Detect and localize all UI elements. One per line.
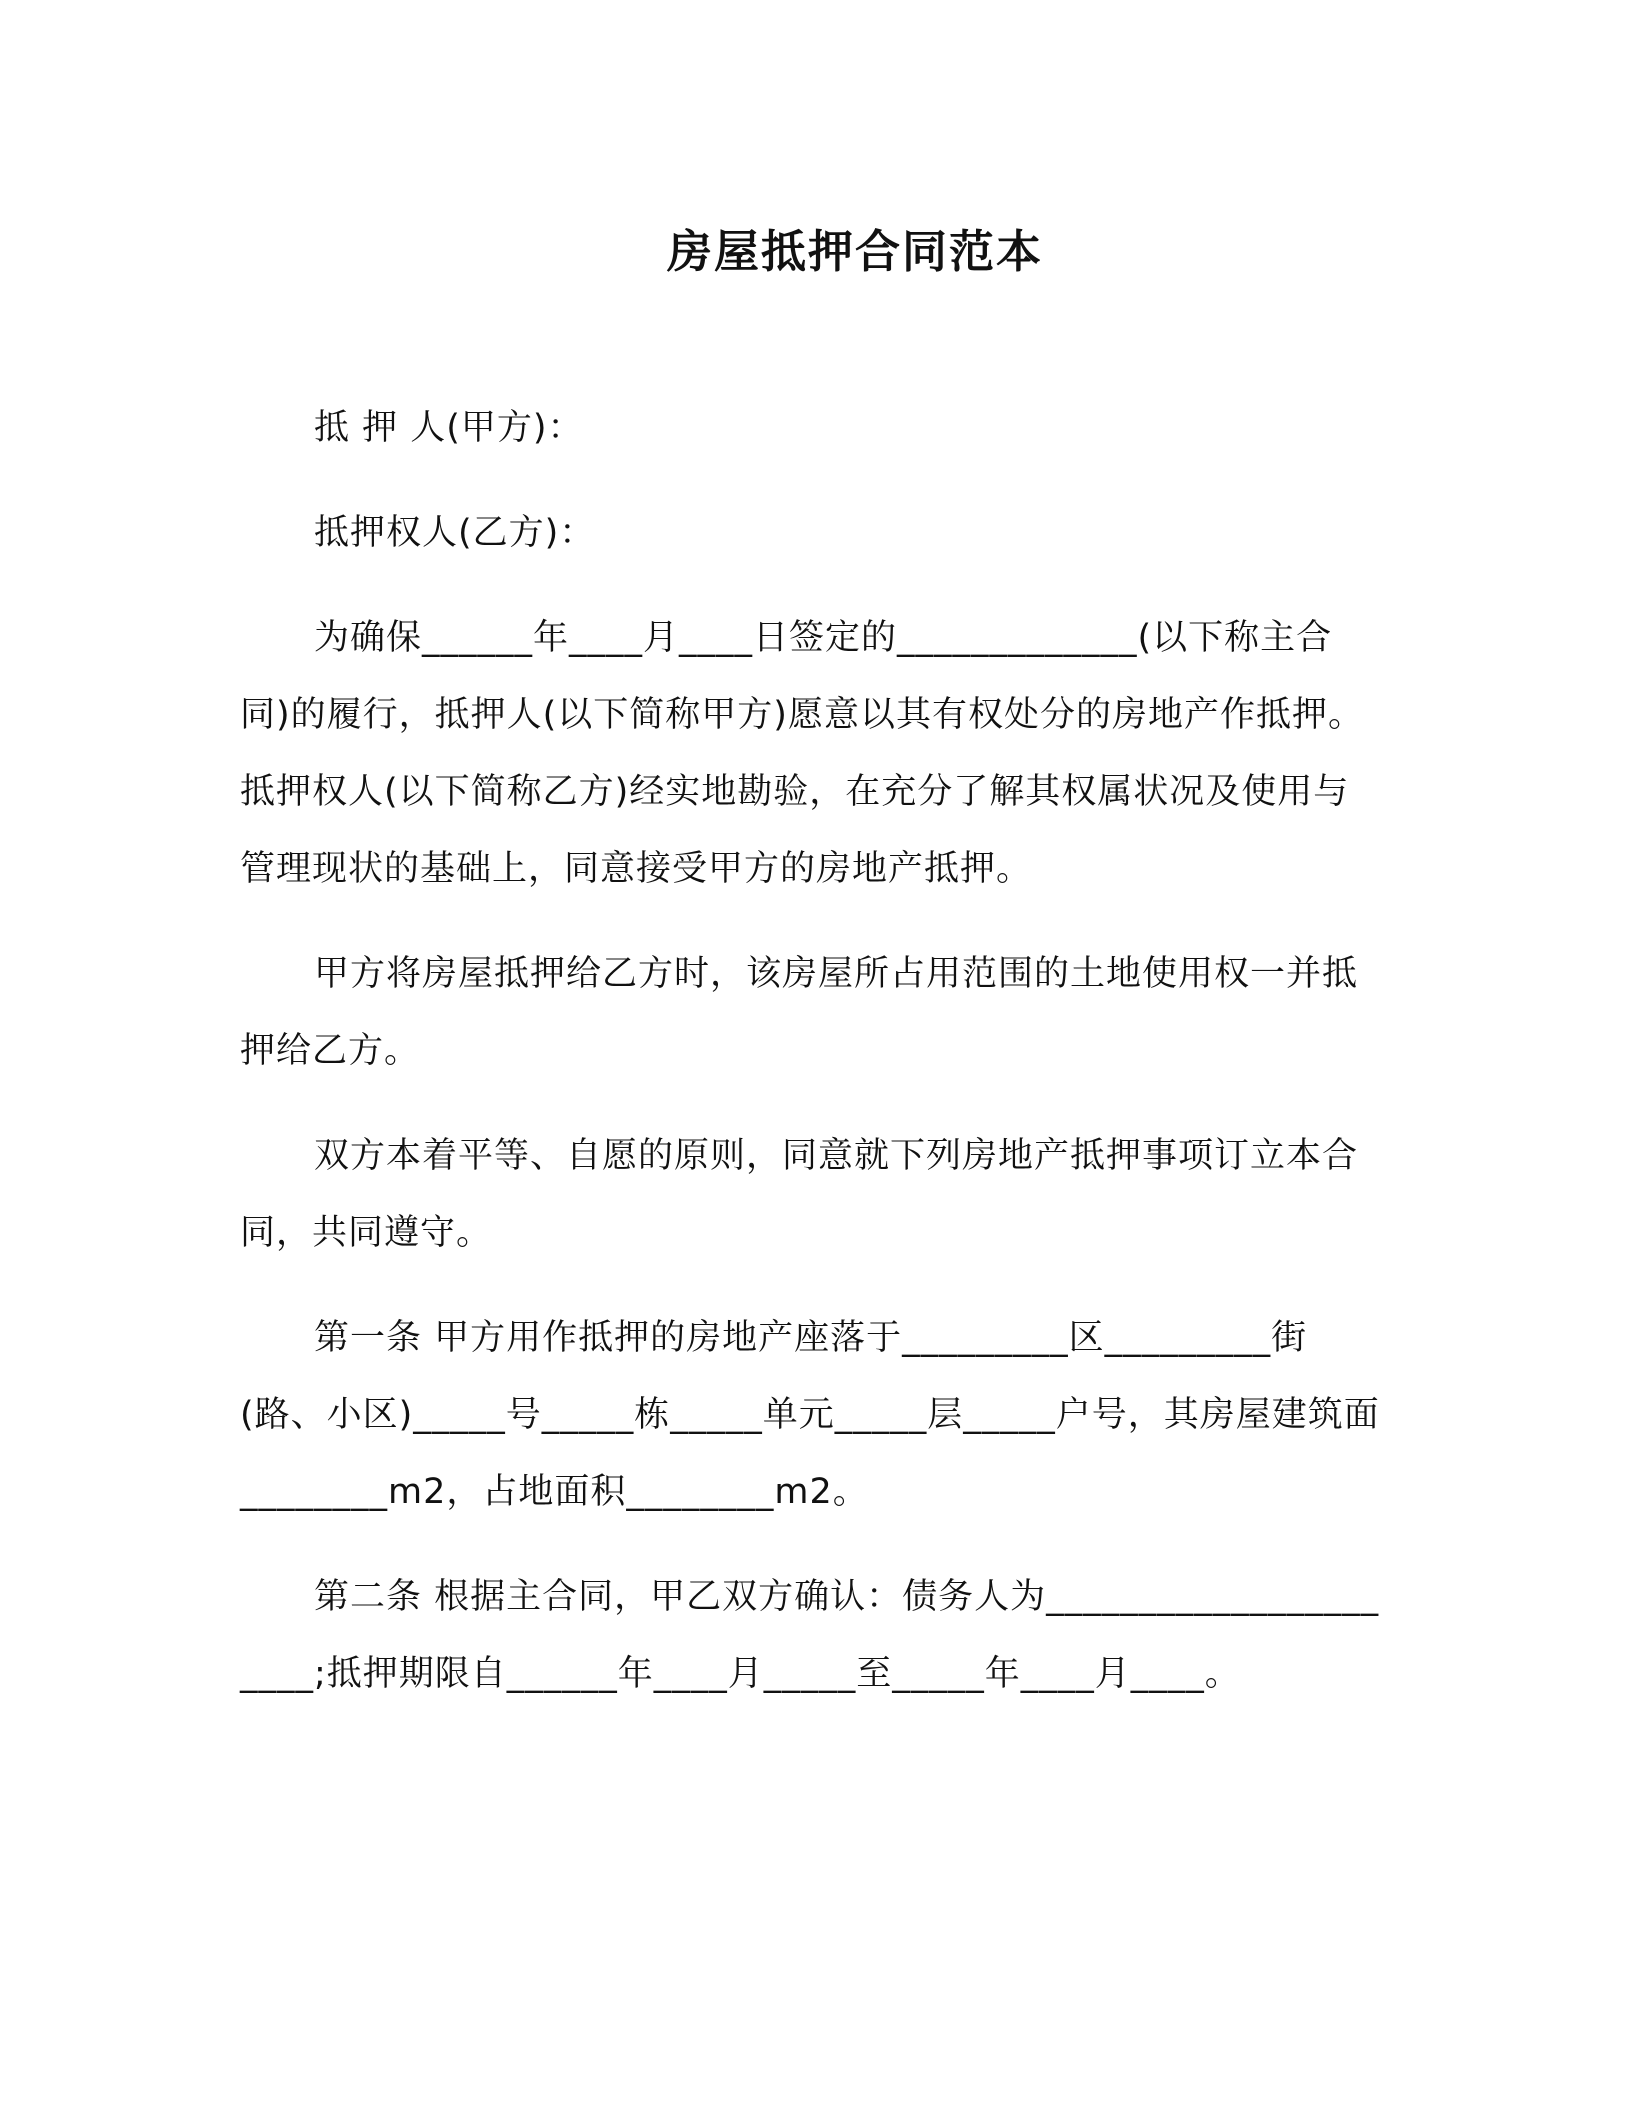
article-one: 第一条 甲方用作抵押的房地产座落于_________区_________街(路、小区)_____号_____栋_____单元_____层_____户号，其房屋建筑面________m2，占地面积________m2。 xyxy=(240,1318,1380,1512)
paragraph-purpose: 为确保______年____月____日签定的_____________(以下称主合同)的履行，抵押人(以下简称甲方)愿意以其有权处分的房地产作抵押。抵押权人(以下简称乙方)经实地勘验，在充分了解其权属状况及使用与管理现状的基础上，同意接受甲方的房地产抵押。 xyxy=(240,618,1364,889)
document-body xyxy=(240,390,1380,1741)
paragraph-land-use: 甲方将房屋抵押给乙方时，该房屋所占用范围的土地使用权一并抵押给乙方。 xyxy=(240,954,1359,1071)
party-a-line: 抵 押 人(甲方)： xyxy=(314,408,584,448)
article-two: 第二条 根据主合同，甲乙双方确认：债务人为______________________;抵押期限自______年____月_____至_____年____月____。 xyxy=(240,1577,1380,1694)
document-title: 房屋抵押合同范本 xyxy=(666,225,1043,278)
paragraph-principle: 双方本着平等、自愿的原则，同意就下列房地产抵押事项订立本合同，共同遵守。 xyxy=(240,1136,1359,1253)
party-b-line: 抵押权人(乙方)： xyxy=(314,513,596,553)
